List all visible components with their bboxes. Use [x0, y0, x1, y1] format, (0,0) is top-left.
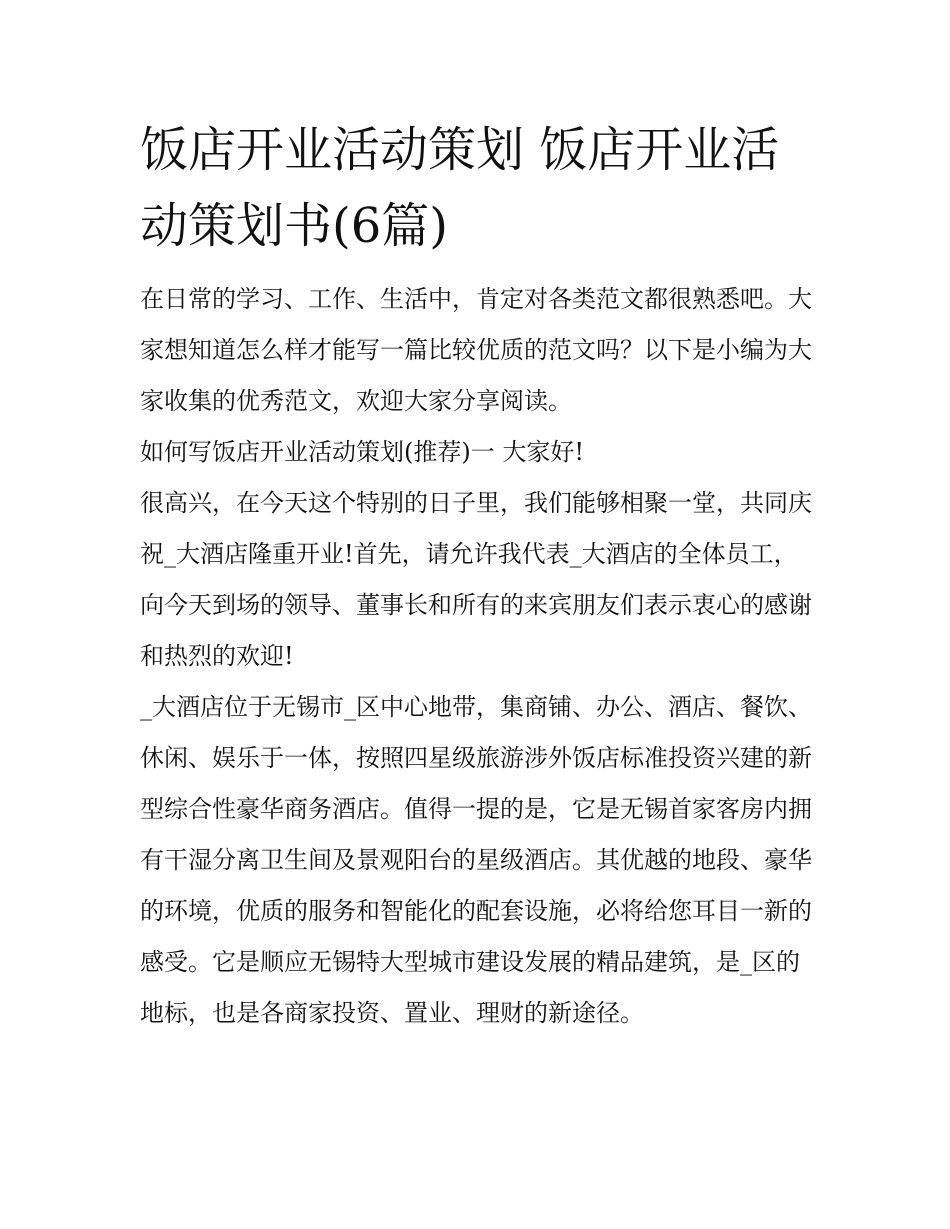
intro-paragraph: 在日常的学习、工作、生活中，肯定对各类范文都很熟悉吧。大家想知道怎么样才能写一篇比较优质的范文吗？以下是小编为大家收集的优秀范文，欢迎大家分享阅读。 [140, 285, 812, 415]
section-heading-paragraph: 如何写饭店开业活动策划(推荐)一 大家好! [140, 438, 584, 466]
hotel-description-paragraph: _大酒店位于无锡市_区中心地带，集商铺、办公、酒店、餐饮、休闲、娱乐于一体，按照四星级旅游涉外饭店标准投资兴建的新型综合性豪华商务酒店。值得一提的是，它是无锡首家客房内拥有干湿分离卫生间及景观阳台的星级酒店。其优越的地段、豪华的环境，优质的服务和智能化的配套设施，必将给您耳目一新的感受。它是顺应无锡特大型城市建设发展的精品建筑，是_区的地标，也是各商家投资、置业、理财的新途径。 [140, 693, 812, 1027]
welcome-paragraph: 很高兴，在今天这个特别的日子里，我们能够相聚一堂，共同庆祝_大酒店隆重开业!首先，请允许我代表_大酒店的全体员工，向今天到场的领导、董事长和所有的来宾朋友们表示衷心的感谢和热烈的欢迎! [140, 489, 812, 670]
document-body [140, 274, 812, 1039]
document-title: 饭店开业活动策划 饭店开业活动策划书(6篇) [140, 122, 780, 254]
document-page [140, 112, 812, 1039]
